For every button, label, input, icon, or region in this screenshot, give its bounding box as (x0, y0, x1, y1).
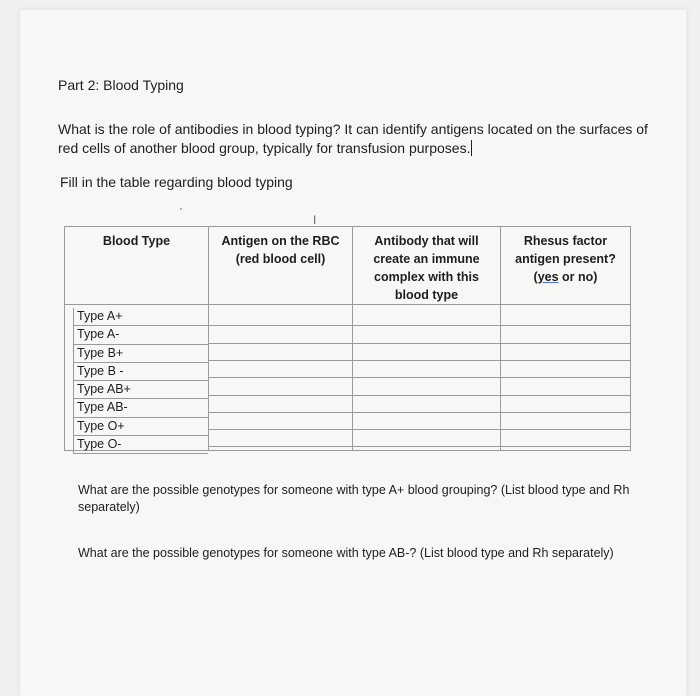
header-antigen (209, 227, 353, 305)
question-answer-text: What is the role of antibodies in blood typing? It can identify antigens located on the surfaces of red cells of another blood group, typically for transfusion purposes. (58, 121, 648, 156)
grid-row-line (501, 360, 630, 361)
ibeam-cursor-icon: I (313, 213, 317, 227)
header-antibody-line1: Antibody that will (374, 234, 479, 248)
blood-typing-table (64, 226, 631, 451)
table-header-row (65, 227, 631, 305)
rhesus-open-paren: ( (533, 270, 538, 284)
blood-type-row[interactable]: Type A- (73, 326, 208, 344)
grid-row-line (353, 377, 500, 378)
grid-row-line (501, 429, 630, 430)
blood-type-row[interactable]: Type AB- (73, 399, 208, 417)
table-body-row (65, 305, 631, 451)
header-rhesus-line1: Rhesus factor (523, 234, 608, 248)
stray-dot (180, 208, 182, 210)
section-heading: Part 2: Blood Typing (58, 77, 184, 93)
blood-type-row[interactable]: Type O+ (73, 418, 208, 436)
rhesus-yes: yes (537, 270, 559, 284)
grid-row-line (209, 446, 352, 447)
grid-row-line (501, 325, 630, 326)
grid-row-line (501, 412, 630, 413)
question-genotype-ab-negative: What are the possible genotypes for someone with type AB-? (List blood type and Rh separately) (78, 546, 614, 560)
grid-row-line (353, 412, 500, 413)
antibody-answer-cell[interactable] (353, 305, 501, 451)
header-antibody-line3: complex with this (374, 270, 479, 284)
grid-row-line (353, 343, 500, 344)
blood-type-row[interactable]: Type B - (73, 363, 208, 381)
blood-type-row[interactable]: Type O- (73, 436, 208, 454)
grid-row-line (353, 446, 500, 447)
rhesus-or-no: or no) (558, 270, 598, 284)
question-text (58, 120, 648, 158)
blood-type-list (73, 308, 208, 454)
header-antigen-line2: (red blood cell) (235, 252, 326, 266)
header-antigen-line1: Antigen on the RBC (221, 234, 340, 248)
header-antibody (353, 227, 501, 305)
grid-row-line (209, 412, 352, 413)
blood-type-row[interactable]: Type AB+ (73, 381, 208, 399)
header-antibody-line2: create an immune (373, 252, 480, 266)
grid-row-line (353, 325, 500, 326)
rhesus-answer-cell[interactable] (501, 305, 631, 451)
grid-row-line (209, 343, 352, 344)
grid-row-line (501, 343, 630, 344)
grid-row-line (353, 429, 500, 430)
blood-type-row[interactable]: Type B+ (73, 345, 208, 363)
grid-row-line (501, 395, 630, 396)
question-genotype-a-positive: What are the possible genotypes for someone with type A+ blood grouping? (List blood type and Rh separately) (78, 483, 630, 514)
header-rhesus-line3 (501, 268, 630, 286)
header-blood-type (65, 227, 209, 305)
grid-row-line (209, 325, 352, 326)
table-instruction: Fill in the table regarding blood typing (60, 174, 293, 190)
header-rhesus-line2: antigen present? (515, 252, 616, 266)
grid-row-line (353, 360, 500, 361)
blood-type-row[interactable]: Type A+ (73, 308, 208, 326)
grid-row-line (209, 360, 352, 361)
header-antibody-line4: blood type (394, 288, 459, 302)
grid-row-line (353, 395, 500, 396)
text-cursor (471, 140, 472, 156)
grid-row-line (209, 377, 352, 378)
grid-row-line (209, 395, 352, 396)
header-blood-type-label: Blood Type (102, 234, 171, 248)
antigen-answer-cell[interactable] (209, 305, 353, 451)
blood-type-list-cell (65, 305, 209, 451)
grid-row-line (501, 377, 630, 378)
header-rhesus (501, 227, 631, 305)
grid-row-line (209, 429, 352, 430)
grid-row-line (501, 446, 630, 447)
